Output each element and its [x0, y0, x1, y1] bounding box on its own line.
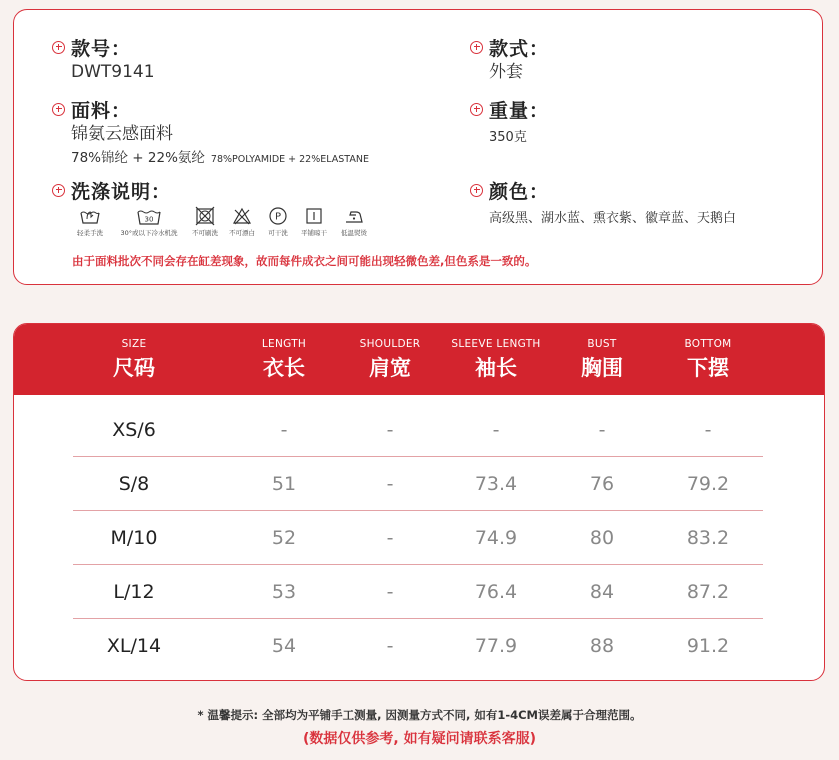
cell-sleeve: 76.4 [474, 581, 518, 603]
care-item-label: 30°或以下冷水机洗 [120, 229, 178, 237]
low-iron-icon [343, 206, 365, 226]
cell-size: M/10 [110, 527, 158, 549]
plus-circle-icon [470, 41, 483, 54]
care-item-label: 平铺晾干 [301, 229, 327, 237]
color-label: 颜色： [489, 180, 550, 203]
style-no-value: DWT9141 [71, 62, 155, 82]
header-shoulder [360, 324, 421, 395]
plus-circle-icon [52, 41, 65, 54]
cell-length: 53 [271, 581, 297, 603]
header-en: SLEEVE LENGTH [451, 338, 541, 350]
care-item-hand-wash [70, 206, 110, 237]
hand-wash-icon [79, 206, 101, 226]
composition-cn: 78%锦纶 + 22%氨纶 [71, 150, 205, 166]
cell-shoulder: - [386, 527, 394, 549]
measurement-tip: * 温馨提示: 全部均为平铺手工测量, 因测量方式不同, 如有1-4CM误差属于合理范围。 [197, 708, 642, 722]
cell-shoulder: - [386, 419, 394, 441]
cell-size: XL/14 [106, 635, 162, 657]
table-row [14, 619, 824, 673]
header-cn: 衣长 [263, 356, 305, 380]
cell-size: S/8 [118, 473, 150, 495]
weight-value: 350克 [489, 130, 527, 145]
cell-bust: 80 [589, 527, 615, 549]
style-label: 款式： [489, 37, 550, 60]
product-info-card [13, 9, 823, 285]
care-label: 洗涤说明： [71, 180, 172, 203]
cell-bust: 84 [589, 581, 615, 603]
fabric-label: 面料： [71, 99, 132, 122]
weight-section [470, 96, 549, 150]
size-table [13, 323, 825, 681]
fabric-section [52, 96, 369, 166]
care-item-dry-clean [262, 206, 294, 237]
cell-shoulder: - [386, 473, 394, 495]
flat-dry-icon [303, 206, 325, 226]
table-row [14, 457, 824, 511]
plus-circle-icon [52, 184, 65, 197]
care-icons [70, 206, 374, 237]
header-length [262, 324, 306, 395]
svg-text:P: P [274, 211, 282, 223]
dry-clean-p-icon [267, 206, 289, 226]
cell-sleeve: - [492, 419, 500, 441]
cell-length: 52 [271, 527, 297, 549]
fabric-value: 锦氨云感面料 [71, 124, 173, 144]
plus-circle-icon [470, 184, 483, 197]
header-cn: 袖长 [475, 356, 517, 380]
reference-note: (数据仅供参考, 如有疑问请联系客服) [303, 731, 536, 747]
color-section [470, 177, 736, 231]
header-sleeve-length [451, 324, 540, 395]
cell-sleeve: 74.9 [474, 527, 518, 549]
no-bleach-icon [231, 206, 253, 226]
style-no-label: 款号： [71, 37, 132, 60]
color-difference-notice: 由于面料批次不同会存在缸差现象，故而每件成衣之间可能出现轻微色差,但色系是一致的。 [72, 254, 537, 268]
cell-shoulder: - [386, 635, 394, 657]
cell-bottom: 87.2 [686, 581, 730, 603]
wash-30-icon [136, 206, 162, 226]
care-item-label: 不可漂白 [229, 229, 255, 237]
cell-size: XS/6 [112, 419, 156, 441]
weight-label: 重量： [489, 99, 550, 122]
plus-circle-icon [52, 103, 65, 116]
header-en: SIZE [121, 338, 147, 350]
style-value: 外套 [489, 62, 523, 82]
care-item-flat-dry [294, 206, 334, 237]
header-cn: 肩宽 [369, 356, 411, 380]
care-section [52, 177, 472, 203]
cell-sleeve: 77.9 [474, 635, 518, 657]
care-item-wash-30 [110, 206, 188, 237]
table-row [14, 511, 824, 565]
care-item-no-tumble [188, 206, 222, 237]
no-tumble-dry-icon [194, 206, 216, 226]
table-row [14, 565, 824, 619]
cell-bust: 88 [589, 635, 615, 657]
header-en: BUST [587, 338, 617, 350]
style-no-section [52, 34, 155, 84]
style-section [470, 34, 549, 84]
header-size [113, 324, 155, 395]
table-row [14, 403, 824, 457]
cell-bottom: - [704, 419, 712, 441]
cell-bottom: 91.2 [686, 635, 730, 657]
cell-length: 54 [271, 635, 297, 657]
header-en: BOTTOM [684, 338, 732, 350]
color-value: 高级黑、湖水蓝、熏衣紫、徽章蓝、天鹅白 [489, 211, 737, 226]
fabric-composition [71, 146, 369, 166]
header-en: SHOULDER [359, 338, 421, 350]
care-item-label: 不可刷洗 [192, 229, 218, 237]
header-bust [581, 324, 623, 395]
header-bottom [684, 324, 731, 395]
cell-bust: - [598, 419, 606, 441]
care-item-label: 轻柔手洗 [77, 229, 103, 237]
header-cn: 尺码 [113, 356, 155, 380]
cell-bottom: 83.2 [686, 527, 730, 549]
cell-bust: 76 [589, 473, 615, 495]
plus-circle-icon [470, 103, 483, 116]
size-table-header [14, 324, 824, 395]
header-cn: 胸围 [581, 356, 623, 380]
cell-length: - [280, 419, 288, 441]
composition-en: 78%POLYAMIDE + 22%ELASTANE [210, 154, 369, 165]
care-item-no-bleach [222, 206, 262, 237]
care-item-label: 低温熨烫 [341, 229, 367, 237]
cell-length: 51 [271, 473, 297, 495]
cell-size: L/12 [113, 581, 155, 603]
header-en: LENGTH [261, 338, 307, 350]
cell-shoulder: - [386, 581, 394, 603]
cell-bottom: 79.2 [686, 473, 730, 495]
svg-text:30: 30 [144, 215, 154, 224]
header-cn: 下摆 [687, 356, 729, 380]
cell-sleeve: 73.4 [474, 473, 518, 495]
care-item-low-iron [334, 206, 374, 237]
care-item-label: 可干洗 [268, 229, 288, 237]
